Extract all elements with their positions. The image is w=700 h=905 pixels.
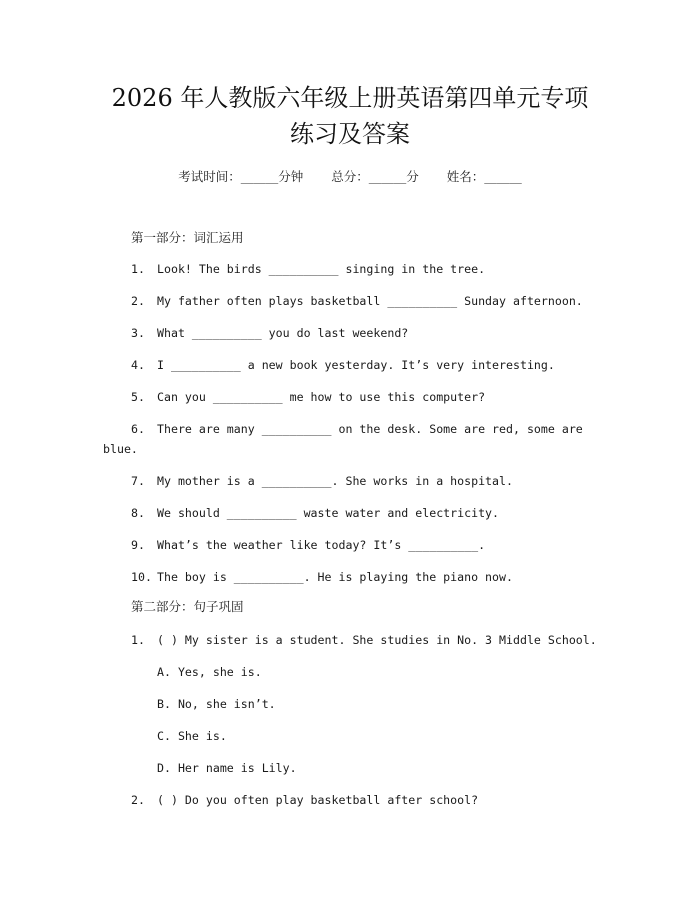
- part1-heading: 第一部分：词汇运用: [131, 230, 244, 245]
- question-number: 10.: [131, 570, 152, 584]
- part1-question: [131, 536, 485, 554]
- part2-heading: 第二部分：句子巩固: [131, 599, 244, 614]
- part1-question: [131, 388, 485, 406]
- question-number: 5.: [131, 390, 145, 404]
- part1-question: [131, 472, 513, 490]
- part1-question: [131, 292, 583, 310]
- exam-time-field: 考试时间：______分钟: [178, 169, 304, 184]
- answer-option: B. No, she isn’t.: [157, 697, 276, 711]
- answer-option: A. Yes, she is.: [157, 665, 262, 679]
- question-text: We should __________ waste water and electricity.: [157, 506, 500, 520]
- question-text: Can you __________ me how to use this computer?: [157, 390, 486, 404]
- part1-question: [131, 568, 513, 586]
- question-number: 6.: [131, 422, 145, 436]
- question-number: 7.: [131, 474, 145, 488]
- part1-question: [131, 324, 408, 342]
- document-title-line2: 练习及答案: [290, 120, 410, 148]
- question-number: 2.: [131, 793, 145, 807]
- question-text: My mother is a __________. She works in a hospital.: [157, 474, 513, 488]
- question-text: There are many __________ on the desk. Some are red, some are: [157, 422, 583, 436]
- exam-score-field: 总分：______分: [331, 169, 419, 184]
- question-number: 3.: [131, 326, 145, 340]
- question-number: 1.: [131, 262, 145, 276]
- question-continuation: blue.: [103, 442, 138, 456]
- question-text: The boy is __________. He is playing the piano now.: [157, 570, 513, 584]
- question-text: My father often plays basketball __________ Sunday afternoon.: [157, 294, 583, 308]
- question-number: 8.: [131, 506, 145, 520]
- question-number: 2.: [131, 294, 145, 308]
- exam-meta: [0, 168, 700, 186]
- question-text: ( ) My sister is a student. She studies in No. 3 Middle School.: [157, 633, 597, 647]
- part2-question: [131, 791, 478, 809]
- question-number: 1.: [131, 633, 145, 647]
- part1-question: [131, 356, 555, 374]
- part1-question: [131, 260, 485, 278]
- question-text: What __________ you do last weekend?: [157, 326, 409, 340]
- question-text: I __________ a new book yesterday. It’s very interesting.: [157, 358, 555, 372]
- question-text: Look! The birds __________ singing in the tree.: [157, 262, 486, 276]
- question-text: What’s the weather like today? It’s __________.: [157, 538, 486, 552]
- part2-question: [131, 631, 597, 649]
- question-number: 4.: [131, 358, 145, 372]
- part1-question: [131, 504, 499, 522]
- document-title-line1: 2026 年人教版六年级上册英语第四单元专项: [111, 84, 589, 112]
- answer-option: C. She is.: [157, 729, 227, 743]
- question-number: 9.: [131, 538, 145, 552]
- exam-name-field: 姓名：______: [446, 169, 522, 184]
- part1-question: [131, 420, 583, 438]
- answer-option: D. Her name is Lily.: [157, 761, 297, 775]
- question-text: ( ) Do you often play basketball after school?: [157, 793, 479, 807]
